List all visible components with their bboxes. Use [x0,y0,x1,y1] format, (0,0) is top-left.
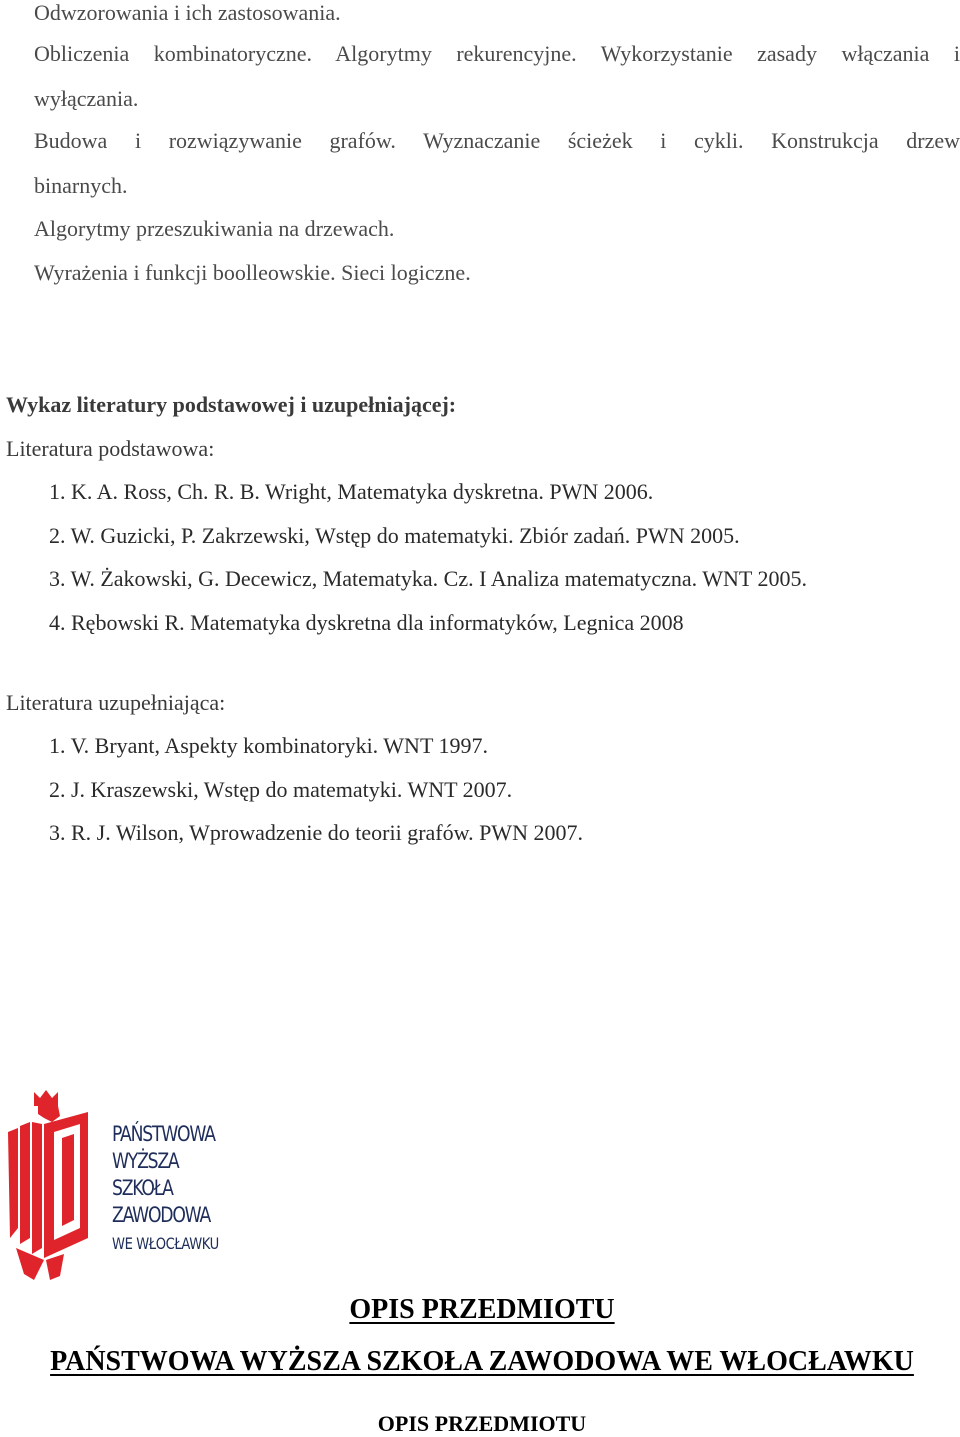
basic-literature-heading: Literatura podstawowa: [6,436,215,461]
topic-line: Wyrażenia i funkcji boolleowskie. Sieci logiczne. [34,260,471,285]
logo-text-line: PAŃSTWOWA [112,1122,215,1146]
literature-item: 1. V. Bryant, Aspekty kombinatoryki. WNT 1997. [49,733,488,758]
eagle-book-emblem-icon [4,1088,104,1283]
school-name-title: PAŃSTWOWA WYŻSZA SZKOŁA ZAWODOWA WE WŁOCŁAWKU [50,1346,914,1377]
literature-item: 2. W. Guzicki, P. Zakrzewski, Wstęp do matematyki. Zbiór zadań. PWN 2005. [49,523,740,548]
literature-item: 3. W. Żakowski, G. Decewicz, Matematyka. Cz. I Analiza matematyczna. WNT 2005. [49,566,807,591]
logo-text-line: WE WŁOCŁAWKU [112,1234,219,1253]
literature-item: 1. K. A. Ross, Ch. R. B. Wright, Matematyka dyskretna. PWN 2006. [49,479,654,504]
literature-heading: Wykaz literatury podstawowej i uzupełniającej: [6,392,457,417]
logo-text-line: SZKOŁA [112,1176,173,1200]
topic-line: binarnych. [34,173,128,198]
topic-line: Algorytmy przeszukiwania na drzewach. [34,216,395,241]
topic-line: Budowa i rozwiązywanie grafów. Wyznaczanie ścieżek i cykli. Konstrukcja drzew [34,128,960,153]
logo-text-line: ZAWODOWA [112,1203,211,1227]
literature-item: 4. Rębowski R. Matematyka dyskretna dla informatyków, Legnica 2008 [49,610,684,635]
supplementary-literature-heading: Literatura uzupełniająca: [6,690,226,715]
topic-line: wyłączania. [34,86,139,111]
literature-item: 2. J. Kraszewski, Wstęp do matematyki. WNT 2007. [49,777,513,802]
logo-text-line: WYŻSZA [112,1149,179,1173]
topic-line: Odwzorowania i ich zastosowania. [34,0,341,25]
topic-line: Obliczenia kombinatoryczne. Algorytmy rekurencyjne. Wykorzystanie zasady włączania i [34,41,960,66]
section-title: OPIS PRZEDMIOTU [377,1411,587,1436]
document-title: OPIS PRZEDMIOTU [349,1294,615,1325]
literature-item: 3. R. J. Wilson, Wprowadzenie do teorii grafów. PWN 2007. [49,820,583,845]
school-logo [4,1088,219,1283]
